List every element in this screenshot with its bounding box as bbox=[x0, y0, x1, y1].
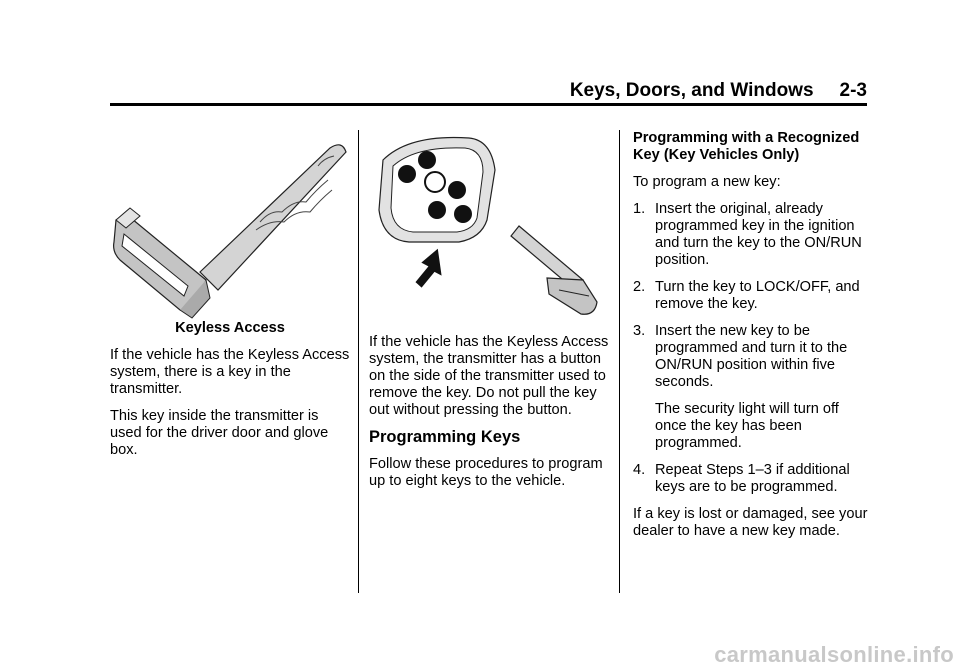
closing-text: If a key is lost or damaged, see your dealer to have a new key made. bbox=[633, 506, 868, 539]
intro-text: To program a new key: bbox=[633, 174, 781, 190]
mechanical-key-illustration bbox=[110, 130, 350, 320]
col1-paragraph-2: This key inside the transmitter is used for the driver door and glove box. bbox=[110, 408, 329, 458]
header-title bbox=[570, 80, 867, 102]
section-heading: Programming Keys bbox=[369, 428, 521, 446]
column-2 bbox=[369, 130, 609, 500]
col2-paragraph-1: If the vehicle has the Keyless Access system, the transmitter has a button on the side of the transmitter used to remove the key. Do not pull the key out without pressing the button. bbox=[369, 334, 609, 418]
page-number: 2-3 bbox=[839, 80, 867, 101]
section-title: Keys, Doors, and Windows bbox=[569, 80, 814, 101]
column-divider-1 bbox=[358, 130, 359, 593]
step-number: 4. bbox=[633, 462, 646, 478]
page-header bbox=[110, 74, 867, 102]
column-divider-2 bbox=[619, 130, 620, 593]
step-item bbox=[633, 201, 869, 269]
step-text: Repeat Steps 1–3 if additional keys are to be programmed. bbox=[655, 462, 850, 495]
col2-paragraph-2: Follow these procedures to program up to eight keys to the vehicle. bbox=[369, 456, 603, 489]
column-3 bbox=[633, 130, 869, 550]
figure-caption: Keyless Access bbox=[175, 320, 285, 336]
step-number: 1. bbox=[633, 201, 646, 217]
transmitter-key-illustration bbox=[369, 130, 609, 322]
watermark: carmanualsonline.info bbox=[714, 642, 954, 667]
steps-list bbox=[633, 201, 869, 496]
col1-paragraph-1: If the vehicle has the Keyless Access system, there is a key in the transmitter. bbox=[110, 347, 350, 397]
header-rule bbox=[110, 103, 867, 106]
step-number: 2. bbox=[633, 279, 646, 295]
step-note: The security light will turn off once the key has been programmed. bbox=[655, 401, 839, 451]
column-1 bbox=[110, 130, 350, 469]
step-text: Insert the new key to be programmed and turn it to the ON/RUN position within five seconds. bbox=[655, 323, 848, 390]
step-item bbox=[633, 323, 869, 452]
step-item bbox=[633, 279, 869, 313]
step-text: Insert the original, already programmed key in the ignition and turn the key to the ON/RUN position. bbox=[655, 201, 862, 268]
step-number: 3. bbox=[633, 323, 646, 339]
step-text: Turn the key to LOCK/OFF, and remove the key. bbox=[655, 279, 860, 312]
subheading: Programming with a Recognized Key (Key Vehicles Only) bbox=[633, 130, 860, 163]
step-item bbox=[633, 462, 869, 496]
